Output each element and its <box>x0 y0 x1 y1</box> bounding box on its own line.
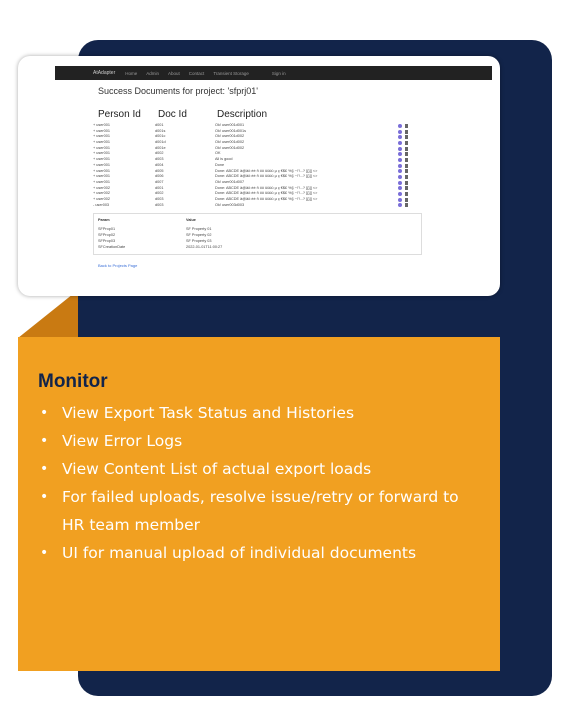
delete-icon[interactable] <box>405 135 408 139</box>
description-cell: Ok! user001d002 <box>215 145 245 150</box>
row-actions-column <box>398 123 418 208</box>
delete-icon[interactable] <box>405 124 408 128</box>
bullet-icon: • <box>40 405 49 421</box>
nav-link-home[interactable]: Home <box>125 70 138 76</box>
delete-icon[interactable] <box>405 158 408 162</box>
description-cell: Done: ABCDE ä@äö éè ñ öö üüüü µ ç €$£ %§ ~!'!...? [{}]] <> <box>215 168 318 173</box>
doc-id-cell: d003 <box>155 196 164 201</box>
view-icon[interactable] <box>398 130 402 134</box>
properties-header-value: Value <box>186 218 196 222</box>
person-id-cell[interactable]: + user001 <box>93 140 110 145</box>
delete-icon[interactable] <box>405 147 408 151</box>
nav-link-about[interactable]: About <box>168 70 180 76</box>
navbar <box>55 66 492 80</box>
person-id-cell[interactable]: + user001 <box>93 162 110 167</box>
doc-id-cell: d001 <box>155 123 164 127</box>
doc-id-cell: d003 <box>155 202 164 207</box>
view-icon[interactable] <box>398 192 402 196</box>
description-cell: Ok! user001d007 <box>215 179 245 184</box>
delete-icon[interactable] <box>405 192 408 196</box>
back-to-projects-link[interactable]: Back to Projects Page <box>98 263 138 268</box>
description-cell: Done <box>215 162 225 167</box>
property-value-cell: SF Property 03 <box>186 239 212 243</box>
property-value-cell: SF Property 02 <box>186 233 212 237</box>
view-icon[interactable] <box>398 147 402 151</box>
delete-icon[interactable] <box>405 186 408 190</box>
row-action-icons <box>398 203 418 209</box>
person-id-cell[interactable]: + user001 <box>93 151 110 156</box>
person-id-cell[interactable]: + user001 <box>93 128 110 133</box>
doc-id-cell: d006 <box>155 174 164 179</box>
view-icon[interactable] <box>398 186 402 190</box>
person-id-cell[interactable]: + user002 <box>93 185 110 190</box>
description-cell: Done: ABCDE ä@äö éè ñ öö üüüü µ ç €$£ %§ ~!'!...? [{}]] <> <box>215 191 318 196</box>
description-cell: All is good <box>215 157 233 162</box>
description-cell: Ok! user001d002 <box>215 134 245 139</box>
person-id-cell[interactable]: + user001 <box>93 157 110 162</box>
delete-icon[interactable] <box>405 152 408 156</box>
view-icon[interactable] <box>398 169 402 173</box>
description-cell: Ok! user001d002 <box>215 140 245 145</box>
description-cell: Ok! user001d001s <box>215 128 247 133</box>
ui-screenshot-card <box>18 56 500 296</box>
person-id-cell[interactable]: + user001 <box>93 145 110 150</box>
nav-link-contact[interactable]: Contact <box>188 70 205 76</box>
delete-icon[interactable] <box>405 130 408 134</box>
delete-icon[interactable] <box>405 198 408 202</box>
properties-header-param: Param <box>98 218 110 222</box>
bullet-item <box>38 539 480 567</box>
page-title: Success Documents for project: 'sfprj01' <box>98 86 259 96</box>
bullet-icon: • <box>40 461 49 477</box>
bullet-item <box>38 455 480 483</box>
nav-link-signin[interactable]: Sign in <box>271 70 286 76</box>
documents-table <box>93 123 423 208</box>
properties-table <box>93 213 422 255</box>
delete-icon[interactable] <box>405 164 408 168</box>
person-id-cell[interactable]: + user001 <box>93 179 110 184</box>
doc-id-cell: d004 <box>155 162 164 167</box>
property-param-cell: SFCreationDate <box>98 245 126 249</box>
navbar-brand[interactable]: AtAdapter <box>93 70 116 76</box>
column-header-person-id: Person Id <box>98 109 141 120</box>
person-id-cell[interactable]: + user001 <box>93 134 110 139</box>
bullet-icon: • <box>40 545 49 561</box>
property-value-cell: SF Property 01 <box>186 227 212 231</box>
delete-icon[interactable] <box>405 203 408 207</box>
description-cell: Done: ABCDE ä@äö éè ñ öö üüüü µ ç €$£ %§ ~!'!...? [{}]] <> <box>215 196 318 201</box>
bullet-text: View Error Logs <box>62 432 183 450</box>
table-row <box>93 203 423 209</box>
bullet-text: View Content List of actual export loads <box>62 460 372 478</box>
doc-id-cell: d003 <box>155 157 164 162</box>
person-id-cell[interactable]: + user002 <box>93 191 110 196</box>
person-id-cell[interactable]: + user001 <box>93 123 110 127</box>
view-icon[interactable] <box>398 175 402 179</box>
monitor-title: Monitor <box>38 371 108 392</box>
doc-id-cell: d001s <box>155 128 166 133</box>
view-icon[interactable] <box>398 203 402 207</box>
doc-id-cell: d001 <box>155 185 164 190</box>
orange-fold-decoration <box>18 290 78 338</box>
person-id-cell[interactable]: - user003 <box>93 202 110 207</box>
view-icon[interactable] <box>398 124 402 128</box>
bullet-icon: • <box>40 433 49 449</box>
nav-link-transient-storage[interactable]: Transient Storage <box>213 70 249 76</box>
description-cell: Done: ABCDE ä@äö éè ñ öö üüüü µ ç €$£ %§ ~!'!...? [{}]] <> <box>215 185 318 190</box>
view-icon[interactable] <box>398 164 402 168</box>
delete-icon[interactable] <box>405 181 408 185</box>
column-header-doc-id: Doc Id <box>158 109 187 120</box>
property-param-cell: SFProp01 <box>98 227 116 231</box>
doc-id-cell: d001e <box>155 145 166 150</box>
bullet-text: View Export Task Status and Histories <box>62 404 355 422</box>
property-param-cell: SFProp02 <box>98 233 116 237</box>
delete-icon[interactable] <box>405 141 408 145</box>
person-id-cell[interactable]: + user001 <box>93 174 110 179</box>
view-icon[interactable] <box>398 198 402 202</box>
description-cell: Ok! user001d001 <box>215 123 245 127</box>
bullet-item <box>38 483 480 539</box>
nav-link-admin[interactable]: Admin <box>146 70 160 76</box>
doc-id-cell: d002 <box>155 191 164 196</box>
bullet-item <box>38 399 480 427</box>
doc-id-cell: d001d <box>155 140 166 145</box>
view-icon[interactable] <box>398 152 402 156</box>
description-cell: Done: ABCDE ä@äö éè ñ öö üüüü µ ç €$£ %§ ~!'!...? [{}]] <> <box>215 174 318 179</box>
property-value-cell: 2022-01-01T11:00:27 <box>186 245 223 249</box>
view-icon[interactable] <box>398 141 402 145</box>
bullet-text: UI for manual upload of individual documents <box>62 544 417 562</box>
monitor-panel <box>18 337 500 671</box>
monitor-bullet-list <box>38 399 480 567</box>
delete-icon[interactable] <box>405 169 408 173</box>
person-id-cell[interactable]: + user002 <box>93 196 110 201</box>
property-param-cell: SFProp03 <box>98 239 116 243</box>
bullet-icon: • <box>40 489 49 505</box>
description-cell: Ok! user003d003 <box>215 202 245 207</box>
doc-id-cell: d002 <box>155 151 164 156</box>
person-id-cell[interactable]: + user001 <box>93 168 110 173</box>
description-cell: OK <box>215 151 221 156</box>
view-icon[interactable] <box>398 158 402 162</box>
bullet-item <box>38 427 480 455</box>
view-icon[interactable] <box>398 135 402 139</box>
bullet-text: For failed uploads, resolve issue/retry or forward to HR team member <box>62 488 459 534</box>
column-header-description: Description <box>217 109 268 120</box>
delete-icon[interactable] <box>405 175 408 179</box>
doc-id-cell: d001c <box>155 134 166 139</box>
doc-id-cell: d005 <box>155 168 164 173</box>
doc-id-cell: d007 <box>155 179 164 184</box>
view-icon[interactable] <box>398 181 402 185</box>
